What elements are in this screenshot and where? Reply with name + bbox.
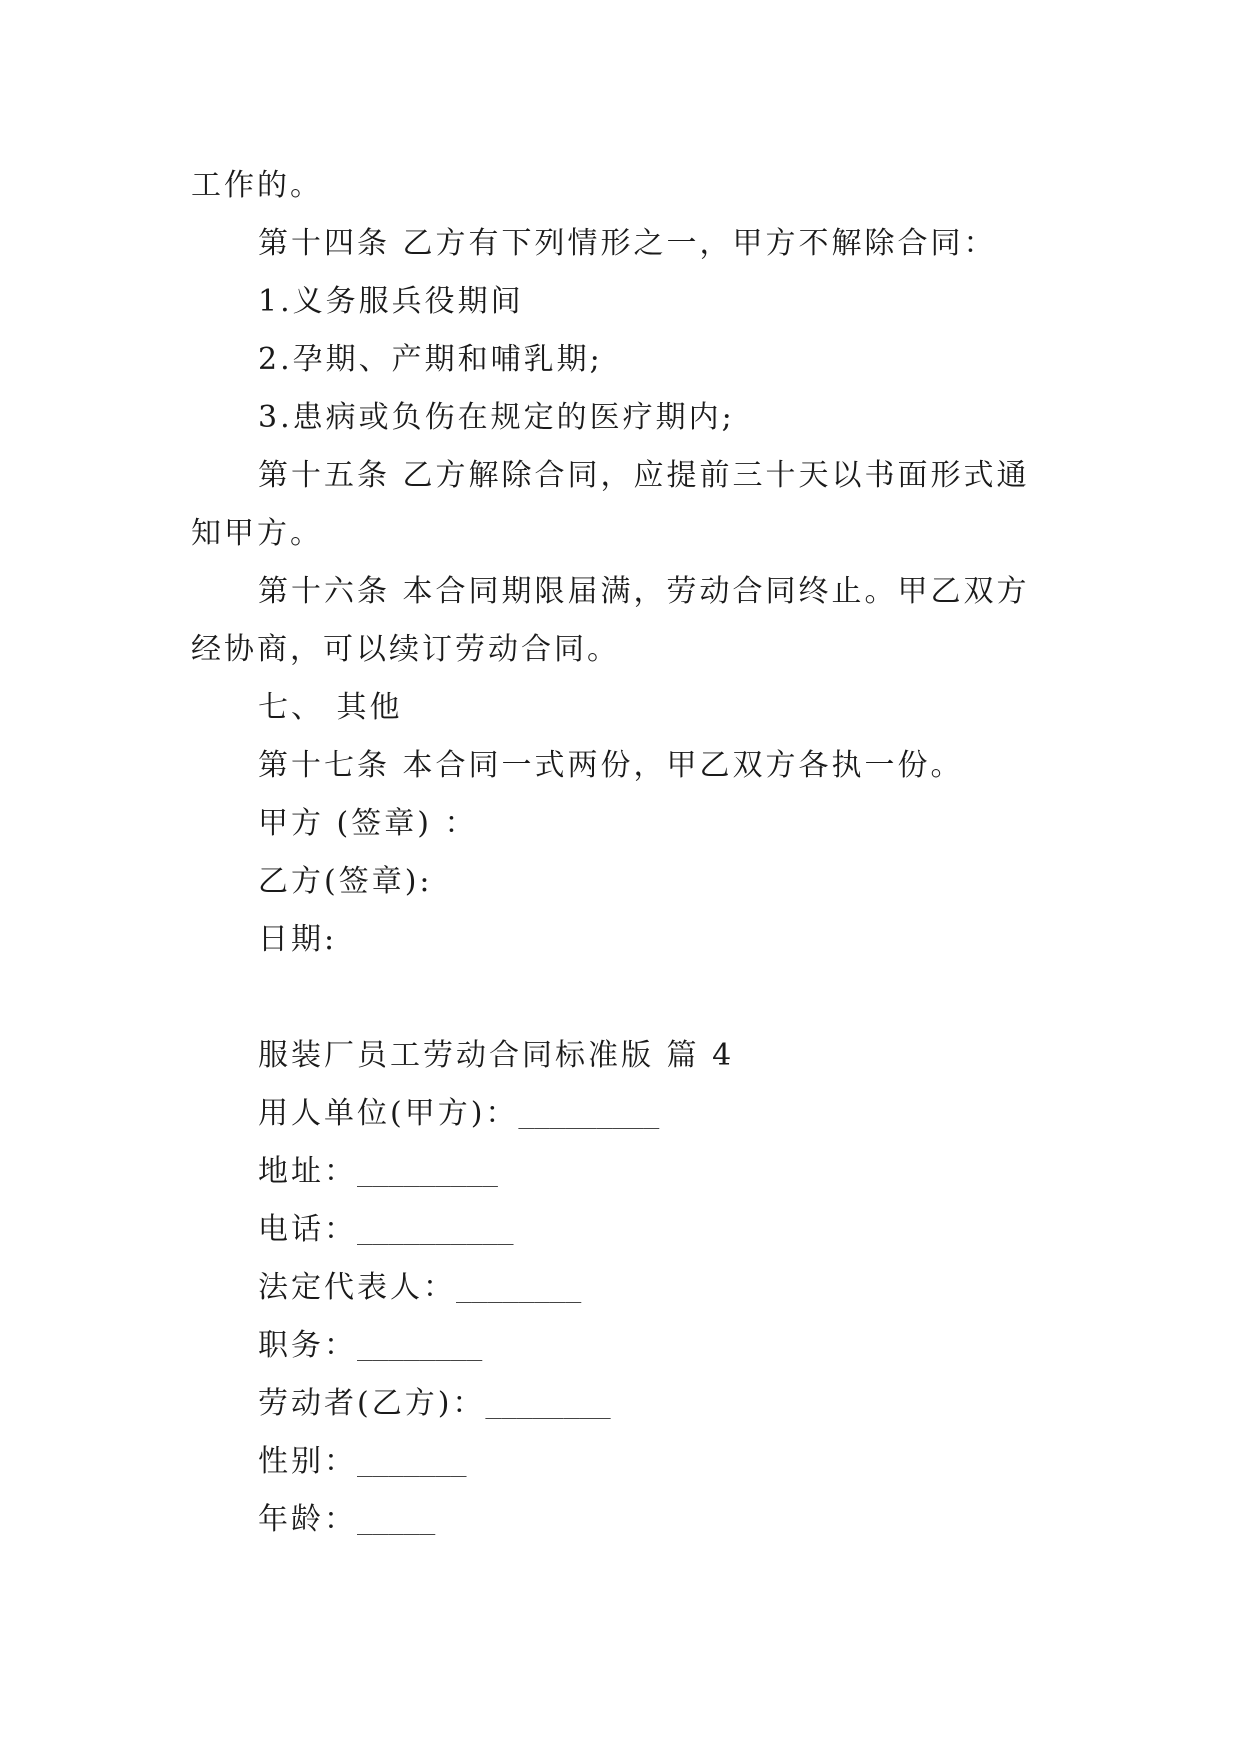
fill-in-blank: _____: [357, 1506, 436, 1536]
form-field-label: 年龄：: [258, 1502, 357, 1537]
list-item: 1.义务服兵役期间: [258, 284, 524, 319]
form-field-label: 地址：: [258, 1154, 357, 1189]
list-item: 3.患病或负伤在规定的医疗期内;: [258, 400, 735, 435]
article-16-line: 第十六条 本合同期限届满，劳动合同终止。甲乙双方: [258, 574, 1030, 609]
fill-in-blank: ________: [485, 1390, 611, 1420]
fill-in-blank: __________: [357, 1216, 514, 1246]
fill-in-blank: _______: [357, 1448, 467, 1478]
article-16-continuation: 经协商，可以续订劳动合同。: [191, 632, 620, 667]
party-a-signature-line: 甲方 (签章) ：: [258, 806, 478, 841]
article-17-line: 第十七条 本合同一式两份，甲乙双方各执一份。: [258, 748, 964, 783]
party-b-signature-line: 乙方(签章):: [258, 864, 433, 899]
form-field-label: 法定代表人：: [258, 1270, 456, 1305]
list-item: 2.孕期、产期和哺乳期;: [258, 342, 603, 377]
fill-in-blank: ________: [456, 1274, 582, 1304]
article-15-line: 第十五条 乙方解除合同，应提前三十天以书面形式通: [258, 458, 1030, 493]
form-field-label: 电话：: [258, 1212, 357, 1247]
form-field-label: 职务：: [258, 1328, 357, 1363]
form-field-gender: [258, 1442, 467, 1483]
article-14-heading: 第十四条 乙方有下列情形之一，甲方不解除合同：: [258, 226, 997, 261]
form-field-address: [258, 1152, 498, 1193]
form-field-employee: [258, 1384, 611, 1425]
form-field-phone: [258, 1210, 514, 1251]
form-field-age: [258, 1500, 435, 1541]
fill-in-blank: _________: [357, 1158, 498, 1188]
form-field-employer: [258, 1094, 659, 1135]
article-15-continuation: 知甲方。: [191, 516, 323, 551]
chapter-heading: 七、 其他: [258, 690, 403, 725]
fill-in-blank: ________: [357, 1332, 483, 1362]
form-field-position: [258, 1326, 482, 1367]
fill-in-blank: _________: [518, 1100, 660, 1130]
paragraph-line: 工作的。: [191, 168, 323, 203]
date-line: 日期:: [258, 922, 338, 957]
form-field-label: 劳动者(乙方)：: [258, 1386, 486, 1421]
section-title: 服装厂员工劳动合同标准版 篇 4: [258, 1038, 735, 1073]
form-field-legal-representative: [258, 1268, 581, 1309]
form-field-label: 性别：: [258, 1444, 357, 1479]
form-field-label: 用人单位(甲方)：: [258, 1096, 519, 1131]
